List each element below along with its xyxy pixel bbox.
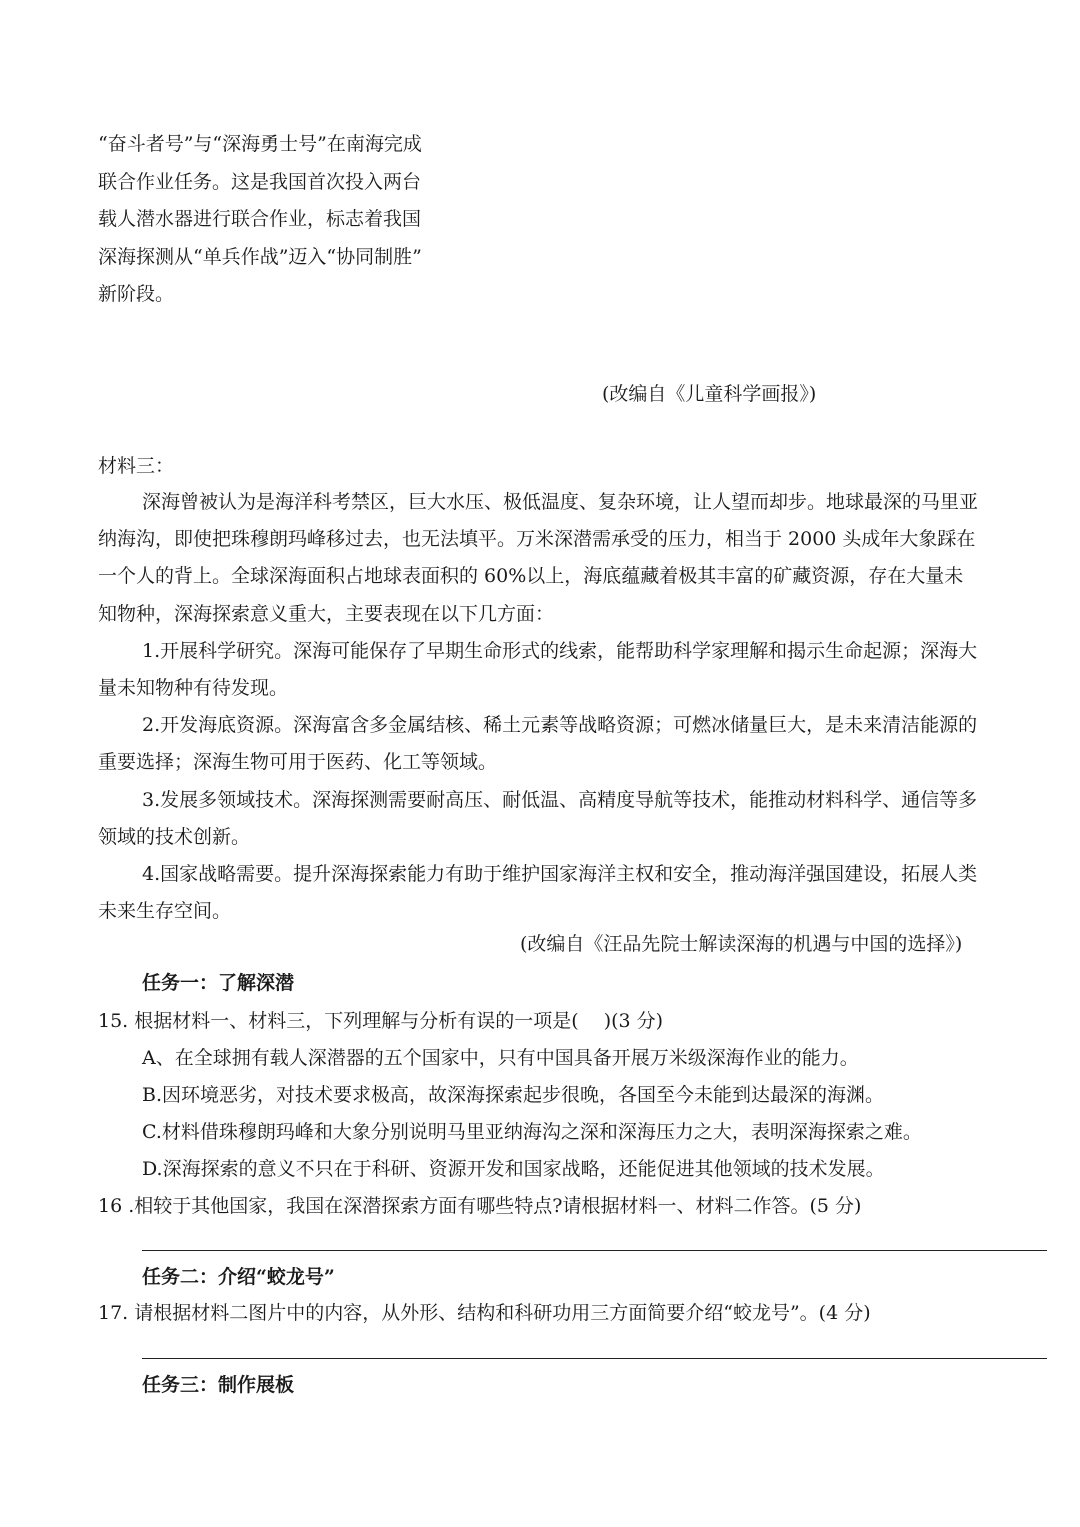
- option-c[interactable]: C.材料借珠穆朗玛峰和大象分别说明马里亚纳海沟之深和深海压力之大，表明深海探索之难。: [142, 1121, 922, 1143]
- material3-line: 3.发展多领域技术。深海探测需要耐高压、耐低温、高精度导航等技术，能推动材料科学、通信等多: [142, 788, 978, 811]
- question-17: 17. 请根据材料二图片中的内容，从外形、结构和科研功用三方面简要介绍“蛟龙号”。(4 分): [98, 1302, 871, 1324]
- material3-line: 1.开展科学研究。深海可能保存了早期生命形式的线索，能帮助科学家理解和揭示生命起源；深海大: [142, 639, 978, 662]
- answer-line-17[interactable]: [142, 1358, 1047, 1359]
- material3-body: [98, 484, 982, 930]
- material3-line: 未来生存空间。: [98, 900, 232, 923]
- question-15: 15. 根据材料一、材料三，下列理解与分析有误的一项是( )(3 分): [98, 1010, 664, 1032]
- option-a[interactable]: A、在全球拥有载人深潜器的五个国家中，只有中国具备开展万米级深海作业的能力。: [142, 1047, 859, 1069]
- intro-line: 联合作业任务。这是我国首次投入两台: [98, 170, 422, 193]
- option-b[interactable]: B.因环境恶劣，对技术要求极高，故深海探索起步很晚，各国至今未能到达最深的海渊。: [142, 1084, 885, 1106]
- material3-line: 量未知物种有待发现。: [98, 677, 289, 700]
- intro-line: “奋斗者号”与“深海勇士号”在南海完成: [98, 133, 422, 155]
- answer-line-16[interactable]: [142, 1250, 1047, 1251]
- material3-line: 领域的技术创新。: [98, 825, 251, 848]
- task1-heading: 任务一：了解深潜: [142, 972, 295, 994]
- material3-label: 材料三：: [98, 455, 175, 477]
- material3-line: 知物种，深海探索意义重大，主要表现在以下几方面：: [98, 602, 555, 625]
- intro-line: 新阶段。: [98, 283, 175, 305]
- material3-line: 4.国家战略需要。提升深海探索能力有助于维护国家海洋主权和安全，推动海洋强国建设，拓展人类: [142, 863, 978, 886]
- material3-line: 纳海沟，即使把珠穆朗玛峰移过去，也无法填平。万米深潜需承受的压力，相当于 2000 头成年大象踩在: [98, 528, 976, 551]
- material3-line: 深海曾被认为是海洋科考禁区，巨大水压、极低温度、复杂环境，让人望而却步。地球最深的马里亚: [142, 491, 979, 513]
- intro-line: 深海探测从“单兵作战”迈入“协同制胜”: [98, 245, 422, 268]
- question-16: 16 .相较于其他国家，我国在深潜探索方面有哪些特点?请根据材料一、材料二作答。(5 分): [98, 1195, 862, 1217]
- option-d[interactable]: D.深海探索的意义不只在于科研、资源开发和国家战略，还能促进其他领域的技术发展。: [142, 1158, 885, 1180]
- source-citation-1: (改编自《儿童科学画报》): [602, 383, 817, 405]
- task2-heading: 任务二：介绍“蛟龙号”: [142, 1266, 335, 1288]
- material3-line: 一个人的背上。全球深海面积占地球表面积的 60%以上，海底蕴藏着极其丰富的矿藏资源，存在大量未: [98, 565, 964, 588]
- task3-heading: 任务三：制作展板: [142, 1374, 295, 1396]
- material3-line: 2.开发海底资源。深海富含多金属结核、稀土元素等战略资源；可燃冰储量巨大，是未来清洁能源的: [142, 714, 978, 737]
- source-citation-2: (改编自《汪品先院士解读深海的机遇与中国的选择》): [520, 933, 963, 955]
- material3-line: 重要选择；深海生物可用于医药、化工等领域。: [98, 751, 498, 774]
- intro-paragraph: [98, 126, 443, 314]
- intro-line: 载人潜水器进行联合作业，标志着我国: [98, 208, 422, 230]
